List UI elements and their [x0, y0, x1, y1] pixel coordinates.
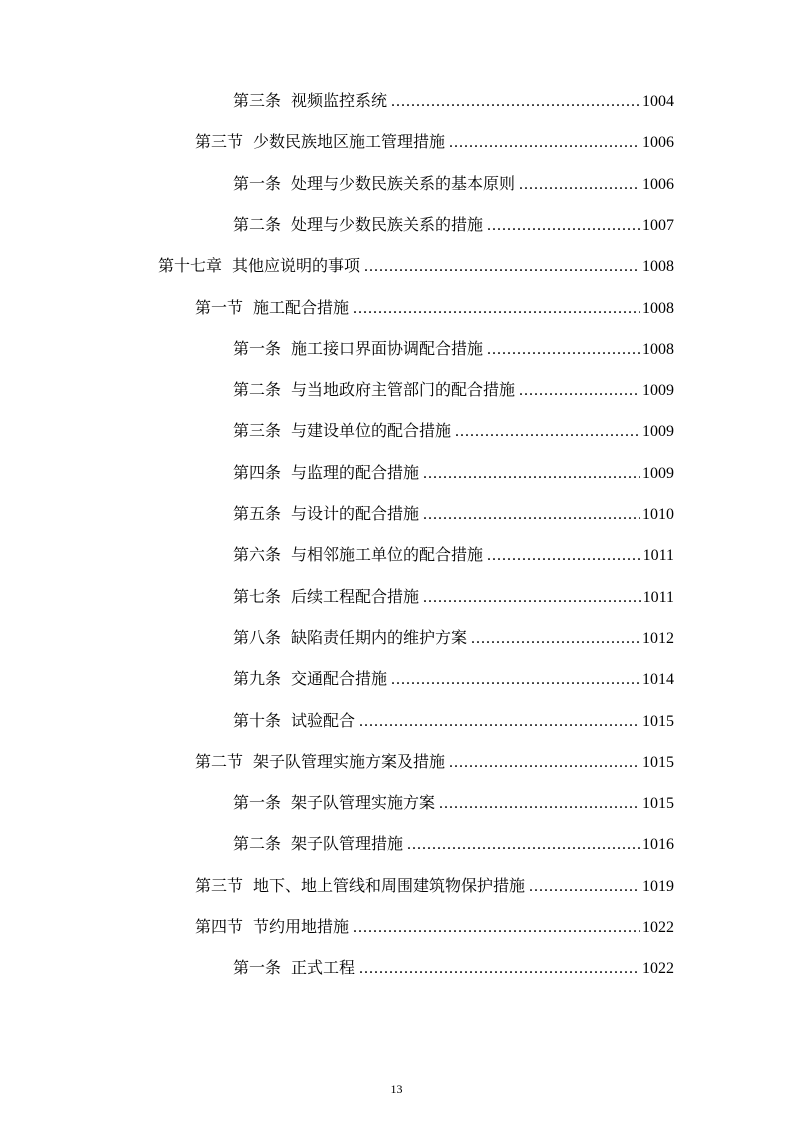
toc-entry-title: 与监理的配合措施: [291, 462, 420, 482]
toc-entry-title: 处理与少数民族关系的基本原则: [291, 173, 516, 193]
toc-entry-page: 1015: [642, 712, 674, 730]
toc-entry[interactable]: [233, 625, 674, 651]
toc-entry-number: 第三节: [195, 132, 244, 152]
toc-entry-number: 第九条: [233, 669, 282, 689]
toc-leader-dots: [423, 502, 640, 528]
toc-entry-title: 施工接口界面协调配合措施: [291, 338, 484, 358]
page-number: 13: [390, 1082, 403, 1096]
toc-entry[interactable]: [233, 88, 674, 114]
toc-leader-dots: [449, 130, 640, 156]
toc-entry[interactable]: [233, 955, 674, 981]
toc-leader-dots: [423, 461, 640, 487]
toc-entry[interactable]: [233, 542, 674, 568]
toc-entry-page: 1022: [642, 919, 674, 936]
toc-entry-page: 1014: [642, 671, 674, 689]
toc-entry[interactable]: [195, 873, 674, 899]
toc-entry-number: 第一条: [233, 173, 282, 193]
toc-entry[interactable]: [233, 418, 674, 444]
toc-entry-title: 架子队管理实施方案: [291, 793, 436, 813]
toc-entry-title: 与相邻施工单位的配合措施: [291, 545, 484, 565]
toc-entry-title: 处理与少数民族关系的措施: [291, 214, 484, 234]
toc-entry[interactable]: [195, 749, 674, 775]
toc-leader-dots: [391, 667, 640, 693]
toc-entry-number: 第八条: [233, 627, 282, 647]
toc-entry-page: 1006: [642, 134, 674, 152]
toc-entry-page: 1009: [642, 423, 674, 441]
toc-leader-dots: [519, 378, 640, 404]
toc-entry[interactable]: [195, 295, 674, 321]
toc-entry-number: 第四条: [233, 462, 282, 482]
toc-entry-number: 第三节: [195, 875, 244, 895]
toc-leader-dots: [529, 874, 640, 900]
toc-leader-dots: [471, 626, 640, 652]
toc-entry-title: 与当地政府主管部门的配合措施: [291, 380, 516, 400]
toc-entry-title: 其他应说明的事项: [232, 256, 361, 276]
toc-entry-page: 1006: [642, 175, 674, 193]
toc-entry[interactable]: [233, 171, 674, 197]
toc-leader-dots: [487, 337, 640, 363]
toc-entry-page: 1016: [642, 836, 674, 854]
toc-entry[interactable]: [233, 212, 674, 238]
toc-leader-dots: [353, 296, 640, 322]
toc-entry-page: 1012: [642, 629, 674, 647]
toc-entry[interactable]: [233, 460, 674, 486]
toc-entry-title: 节约用地措施: [253, 917, 350, 936]
toc-entry-page: 1007: [642, 216, 674, 234]
toc-entry-number: 第一条: [233, 793, 282, 813]
toc-leader-dots: [364, 254, 640, 280]
toc-entry-number: 第七条: [233, 586, 282, 606]
toc-entry-title: 正式工程: [291, 958, 356, 978]
toc-entry-number: 第三条: [233, 91, 282, 110]
toc-entry[interactable]: [233, 666, 674, 692]
toc-entry[interactable]: [233, 501, 674, 527]
toc-leader-dots: [423, 585, 641, 611]
toc-entry-page: 1011: [642, 547, 674, 565]
toc-entry-page: 1019: [642, 877, 674, 895]
toc-entry-title: 架子队管理实施方案及措施: [253, 751, 446, 771]
toc-entry-number: 第四节: [195, 917, 244, 936]
toc-entry-title: 与建设单位的配合措施: [291, 421, 452, 441]
toc-entry-page: 1022: [642, 960, 674, 978]
toc-leader-dots: [359, 956, 640, 982]
toc-entry-number: 第二条: [233, 380, 282, 400]
toc-entry[interactable]: [158, 253, 674, 279]
toc-leader-dots: [439, 791, 640, 817]
toc-leader-dots: [407, 832, 640, 858]
toc-leader-dots: [359, 709, 640, 735]
toc-entry-number: 第一节: [195, 297, 244, 317]
toc-entry-number: 第六条: [233, 545, 282, 565]
toc-entry-page: 1010: [642, 506, 674, 523]
toc-leader-dots: [449, 750, 640, 776]
toc-entry-title: 后续工程配合措施: [291, 586, 420, 606]
toc-entry[interactable]: [233, 584, 674, 610]
toc-entry-title: 少数民族地区施工管理措施: [253, 132, 446, 152]
toc-entry-number: 第十七章: [158, 256, 223, 276]
toc-entry-number: 第三条: [233, 421, 282, 441]
toc-entry[interactable]: [233, 831, 674, 857]
toc-entry-page: 1004: [642, 93, 674, 110]
toc-entry-page: 1008: [642, 340, 674, 358]
toc-entry-number: 第一条: [233, 338, 282, 358]
toc-entry-title: 施工配合措施: [253, 297, 350, 317]
toc-leader-dots: [487, 213, 640, 239]
toc-entry-title: 缺陷责任期内的维护方案: [291, 627, 468, 647]
toc-entry[interactable]: [195, 914, 674, 940]
toc-entry-title: 交通配合措施: [291, 669, 388, 689]
toc-entry-page: 1011: [642, 588, 674, 606]
toc-entry-title: 视频监控系统: [291, 91, 388, 110]
toc-entry-page: 1009: [642, 382, 674, 400]
toc-entry[interactable]: [233, 708, 674, 734]
toc-entry-page: 1008: [642, 258, 674, 276]
toc-entry-number: 第二节: [195, 751, 244, 771]
toc-entry-title: 试验配合: [291, 710, 356, 730]
toc-entry-number: 第二条: [233, 214, 282, 234]
toc-entry-number: 第五条: [233, 504, 282, 523]
toc-entry-page: 1015: [642, 795, 674, 813]
toc-entry-number: 第十条: [233, 710, 282, 730]
toc-entry-title: 地下、地上管线和周围建筑物保护措施: [253, 875, 526, 895]
toc-entry-page: 1015: [642, 753, 674, 771]
toc-entry-title: 架子队管理措施: [291, 834, 404, 854]
toc-entry[interactable]: [233, 377, 674, 403]
toc-entry-page: 1008: [642, 299, 674, 317]
toc-entry-page: 1009: [642, 464, 674, 482]
toc-leader-dots: [487, 543, 641, 569]
toc-leader-dots: [519, 172, 640, 198]
toc-entry[interactable]: [195, 129, 674, 155]
toc-entry-title: 与设计的配合措施: [291, 504, 420, 523]
toc-entry-number: 第二条: [233, 834, 282, 854]
toc-leader-dots: [353, 915, 640, 941]
toc-entry[interactable]: [233, 790, 674, 816]
toc-entry[interactable]: [233, 336, 674, 362]
toc-leader-dots: [391, 89, 640, 115]
toc-entry-number: 第一条: [233, 958, 282, 978]
toc-leader-dots: [455, 419, 640, 445]
